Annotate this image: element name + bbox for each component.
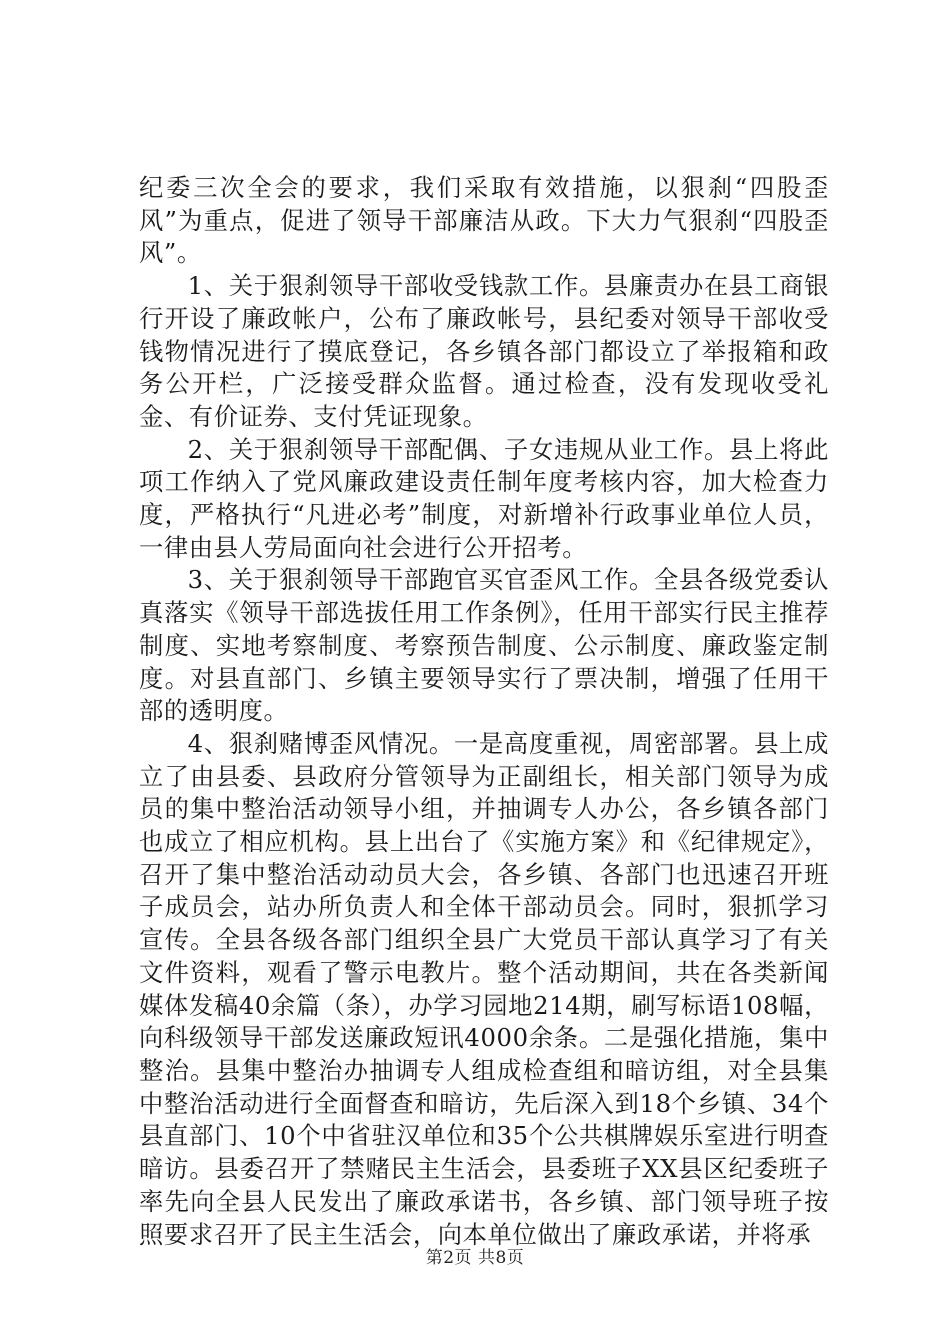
document-body — [139, 172, 829, 1251]
paragraph-intro: 纪委三次全会的要求，我们采取有效措施，以狠刹“四股歪风”为重点，促进了领导干部廉洁从政。下大力气狠刹“四股歪风”。 — [139, 173, 829, 268]
paragraph-item-4: 4、狠刹赌博歪风情况。一是高度重视，周密部署。县上成立了由县委、县政府分管领导为正副组长，相关部门领导为成员的集中整治活动领导小组，并抽调专人办公，各乡镇各部门也成立了相应机构。县上出台了《实施方案》和《纪律规定》，召开了集中整治活动动员大会，各乡镇、各部门也迅速召开班子成员会，站办所负责人和全体干部动员会。同时，狠抓学习宣传。全县各级各部门组织全县广大党员干部认真学习了有关文件资料，观看了警示电教片。整个活动期间，共在各类新闻媒体发稿40余篇（条），办学习园地214期，刷写标语108幅，向科级领导干部发送廉政短讯4000余条。二是强化措施，集中整治。县集中整治办抽调专人组成检查组和暗访组，对全县集中整治活动进行全面督查和暗访，先后深入到18个乡镇、34个县直部门、10个中省驻汉单位和35个公共棋牌娱乐室进行明查暗访。县委召开了禁赌民主生活会，县委班子XX县区纪委班子率先向全县人民发出了廉政承诺书，各乡镇、部门领导班子按照要求召开了民主生活会，向本单位做出了廉政承诺，并将承 — [139, 728, 829, 1249]
paragraph-item-1: 1、关于狠刹领导干部收受钱款工作。县廉责办在县工商银行开设了廉政帐户，公布了廉政帐号，县纪委对领导干部收受钱物情况进行了摸底登记，各乡镇各部门都设立了举报箱和政务公开栏，广泛接受群众监督。通过检查，没有发现收受礼金、有价证券、支付凭证现象。 — [139, 271, 829, 431]
paragraph-item-3: 3、关于狠刹领导干部跑官买官歪风工作。全县各级党委认真落实《领导干部选拔任用工作条例》，任用干部实行民主推荐制度、实地考察制度、考察预告制度、公示制度、廉政鉴定制度。对县直部门、乡镇主要领导实行了票决制，增强了任用干部的透明度。 — [139, 565, 829, 726]
paragraph-item-2: 2、关于狠刹领导干部配偶、子女违规从业工作。县上将此项工作纳入了党风廉政建设责任制年度考核内容，加大检查力度，严格执行“凡进必考”制度，对新增补行政事业单位人员，一律由县人劳局面向社会进行公开招考。 — [139, 434, 829, 562]
page-footer: 第2页 共8页 — [425, 1248, 525, 1268]
